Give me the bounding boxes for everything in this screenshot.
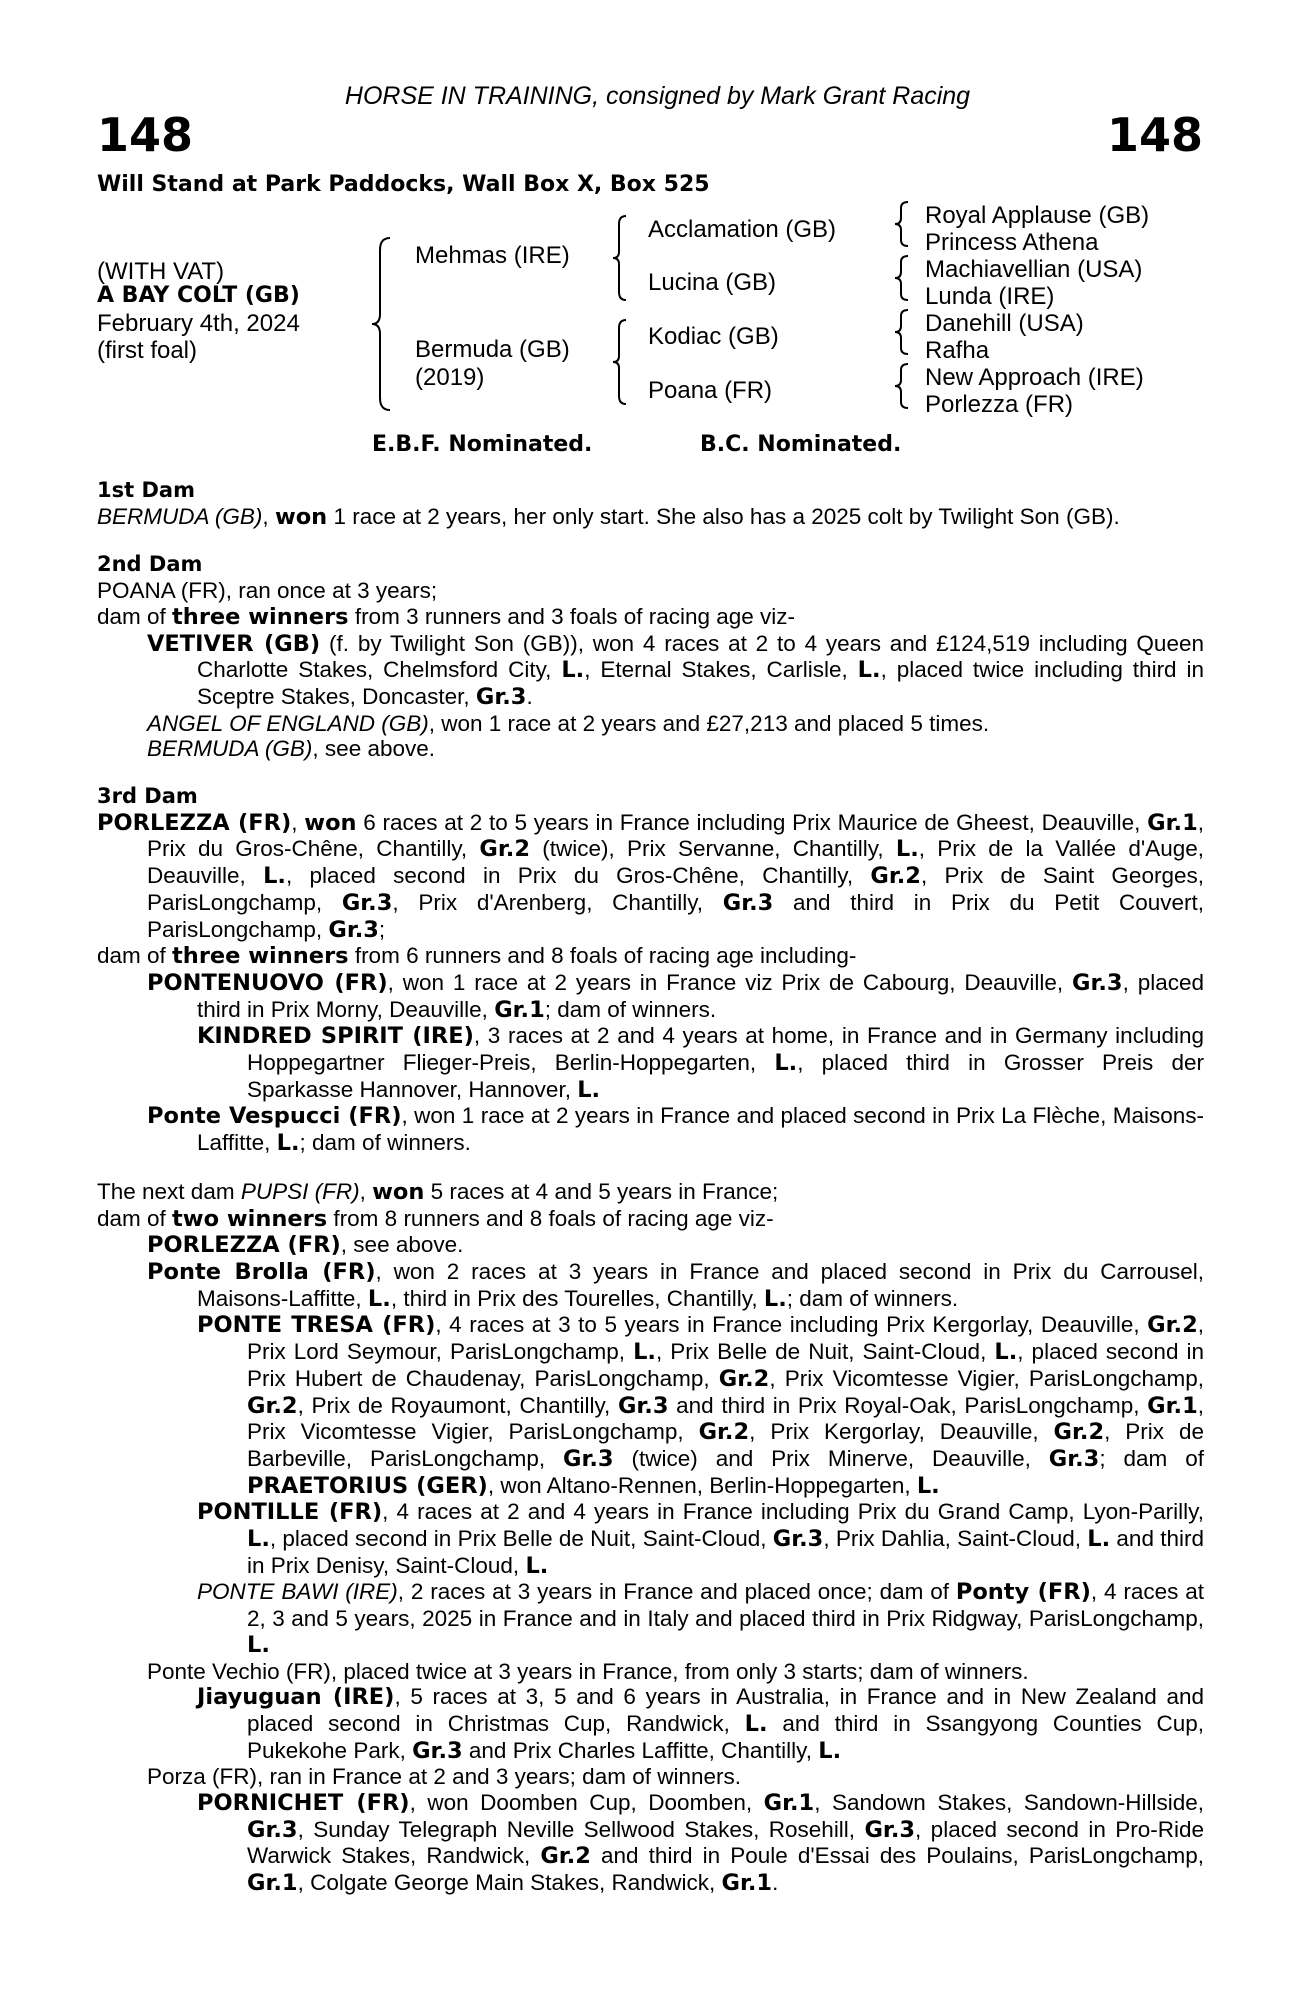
produce-entry: PONTILLE (FR), 4 races at 2 and 4 years in France including Prix du Grand Camp, Lyon-Parilly, L., placed second in Prix Belle de Nuit, Saint-Cloud, Gr.3, Prix Dahlia, Saint-Cloud, L. and third in Prix Denisy, Saint-Cloud, L.: [197, 1499, 1204, 1579]
gen3-name: New Approach (IRE): [925, 364, 1144, 391]
section-heading-3rd-dam: 3rd Dam: [97, 784, 198, 809]
dam-name: Bermuda (GB): [415, 336, 570, 363]
dam-sire-name: Kodiac (GB): [648, 323, 779, 350]
ebf-nomination: E.B.F. Nominated.: [372, 432, 593, 457]
pedigree-brace-g3-1: [892, 200, 912, 248]
produce-entry: Ponte Brolla (FR), won 2 races at 3 years in France and placed second in Prix du Carrousel, Maisons-Laffitte, L., third in Prix des Tourelles, Chantilly, L.; dam of winners.: [147, 1258, 1204, 1312]
pedigree-brace-g3-2: [892, 254, 912, 302]
gen3-name: Princess Athena: [925, 229, 1099, 256]
stand-location: Will Stand at Park Paddocks, Wall Box X, Box 525: [97, 172, 710, 197]
sire-name: Mehmas (IRE): [415, 242, 570, 269]
family-notes: [97, 478, 1204, 1897]
produce-entry: PONTE BAWI (IRE), 2 races at 3 years in France and placed once; dam of Ponty (FR), 4 races at 2, 3 and 5 years, 2025 in France and in Italy and placed third in Prix Ridgway, ParisLongchamp, L.: [197, 1579, 1204, 1658]
catalogue-heading: HORSE IN TRAINING, consigned by Mark Grant Racing: [344, 82, 971, 110]
second-dam-entry: POANA (FR), ran once at 3 years;: [97, 578, 438, 604]
gen3-name: Lunda (IRE): [925, 283, 1055, 310]
gen3-name: Porlezza (FR): [925, 391, 1074, 418]
pedigree-brace-main: [368, 236, 396, 412]
produce-entry: ANGEL OF ENGLAND (GB), won 1 race at 2 years and £27,213 and placed 5 times.: [147, 710, 990, 736]
foal-note: (first foal): [97, 337, 198, 364]
pedigree-brace-g3-3: [892, 308, 912, 356]
third-dam-produce-summary: dam of three winners from 6 runners and 8 foals of racing age including-: [97, 943, 857, 970]
pedigree-brace-g3-4: [892, 362, 912, 410]
next-dam-produce-summary: dam of two winners from 8 runners and 8 foals of racing age viz-: [97, 1205, 774, 1232]
gen3-name: Machiavellian (USA): [925, 256, 1143, 283]
produce-entry: Ponte Vechio (FR), placed twice at 3 years in France, from only 3 starts; dam of winners.: [147, 1658, 1029, 1684]
dam-dam-name: Poana (FR): [648, 377, 773, 404]
pedigree-brace-sire: [610, 214, 630, 302]
next-dam-entry: The next dam PUPSI (FR), won 5 races at 4 and 5 years in France;: [97, 1178, 779, 1205]
produce-entry: VETIVER (GB) (f. by Twilight Son (GB)), won 4 races at 2 to 4 years and £124,519 including Queen Charlotte Stakes, Chelmsford City, L., Eternal Stakes, Carlisle, L., placed twice including third in Sceptre Stakes, Doncaster, Gr.3.: [147, 630, 1204, 710]
first-dam-entry: BERMUDA (GB), won 1 race at 2 years, her only start. She also has a 2025 colt by Twilight Son (GB).: [97, 503, 1120, 530]
produce-entry: Porza (FR), ran in France at 2 and 3 years; dam of winners.: [147, 1764, 741, 1790]
produce-entry: PONTENUOVO (FR), won 1 race at 2 years in France viz Prix de Cabourg, Deauville, Gr.3, placed third in Prix Morny, Deauville, Gr.1; dam of winners.: [147, 969, 1204, 1023]
gen3-name: Royal Applause (GB): [925, 202, 1150, 229]
lot-number-right: 148: [1106, 108, 1203, 162]
produce-entry: KINDRED SPIRIT (IRE), 3 races at 2 and 4 years at home, in France and in Germany including Hoppegartner Flieger-Preis, Berlin-Hoppegarten, L., placed third in Grosser Preis der Sparkasse Hannover, Hannover, L.: [197, 1023, 1205, 1103]
sire-sire-name: Acclamation (GB): [648, 216, 837, 243]
produce-entry: Jiayuguan (IRE), 5 races at 3, 5 and 6 years in Australia, in France and in New Zealand and placed second in Christmas Cup, Randwick, L. and third in Ssangyong Counties Cup, Pukekohe Park, Gr.3 and Prix Charles Laffitte, Chantilly, L.: [197, 1684, 1205, 1764]
gen3-name: Danehill (USA): [925, 310, 1084, 337]
produce-entry: PONTE TRESA (FR), 4 races at 3 to 5 years in France including Prix Kergorlay, Deauville, Gr.2, Prix Lord Seymour, ParisLongchamp, L., Prix Belle de Nuit, Saint-Cloud, L., placed second in Prix Hubert de Chaudenay, ParisLongchamp, Gr.2, Prix Vicomtesse Vigier, ParisLongchamp, Gr.2, Prix de Royaumont, Chantilly, Gr.3 and third in Prix Royal-Oak, ParisLongchamp, Gr.1, Prix Vicomtesse Vigier, ParisLongchamp, Gr.2, Prix Kergorlay, Deauville, Gr.2, Prix de Barbeville, ParisLongchamp, Gr.3 (twice) and Prix Minerve, Deauville, Gr.3; dam of PRAETORIUS (GER), won Altano-Rennen, Berlin-Hoppegarten, L.: [197, 1312, 1205, 1499]
third-dam-entry: PORLEZZA (FR), won 6 races at 2 to 5 years in France including Prix Maurice de Gheest, Deauville, Gr.1, Prix du Gros-Chêne, Chantilly, Gr.2 (twice), Prix Servanne, Chantilly, L., Prix de la Vallée d'Auge, Deauville, L., placed second in Prix du Gros-Chêne, Chantilly, Gr.2, Prix de Saint Georges, ParisLongchamp, Gr.3, Prix d'Arenberg, Chantilly, Gr.3 and third in Prix du Petit Couvert, ParisLongchamp, Gr.3;: [97, 809, 1204, 943]
produce-entry: Ponte Vespucci (FR), won 1 race at 2 years in France and placed second in Prix La Flèche, Maisons-Laffitte, L.; dam of winners.: [147, 1103, 1204, 1157]
produce-entry: PORLEZZA (FR), see above.: [147, 1232, 464, 1259]
pedigree-brace-dam: [610, 318, 630, 406]
gen3-name: Rafha: [925, 337, 990, 364]
lot-number-left: 148: [97, 108, 194, 162]
vat-note: (WITH VAT): [97, 258, 225, 285]
sire-dam-name: Lucina (GB): [648, 269, 777, 296]
produce-entry: PORNICHET (FR), won Doomben Cup, Doomben, Gr.1, Sandown Stakes, Sandown-Hillside, Gr.3, Sunday Telegraph Neville Sellwood Stakes, Rosehill, Gr.3, placed second in Pro-Ride Warwick Stakes, Randwick, Gr.2 and third in Poule d'Essai des Poulains, ParisLongchamp, Gr.1, Colgate George Main Stakes, Randwick, Gr.1.: [197, 1790, 1205, 1897]
section-heading-2nd-dam: 2nd Dam: [97, 552, 203, 577]
second-dam-produce-summary: dam of three winners from 3 runners and 3 foals of racing age viz-: [97, 603, 796, 630]
section-heading-1st-dam: 1st Dam: [97, 478, 195, 502]
produce-entry: BERMUDA (GB), see above.: [147, 736, 436, 762]
foaling-date: February 4th, 2024: [97, 310, 300, 337]
horse-name: A BAY COLT (GB): [97, 283, 300, 308]
dam-year: (2019): [415, 364, 485, 391]
bc-nomination: B.C. Nominated.: [700, 432, 902, 457]
